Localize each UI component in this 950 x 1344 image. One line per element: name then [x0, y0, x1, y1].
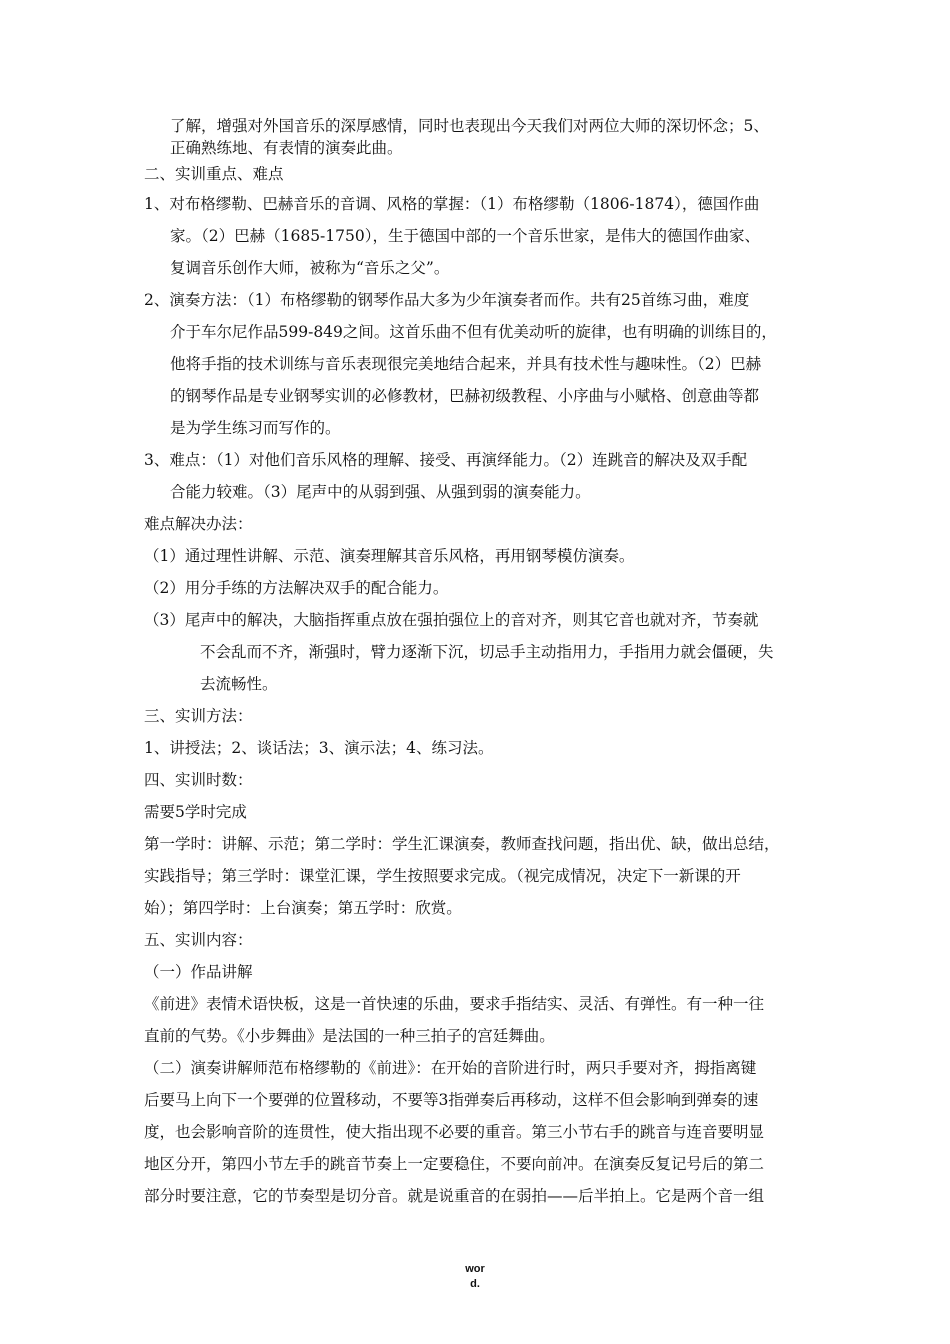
text-line: 他将手指的技术训练与音乐表现很完美地结合起来，并具有技术性与趣味性。（2）巴赫 — [170, 355, 762, 373]
footer-line-2: d. — [470, 1278, 480, 1290]
text-line: 1、对布格缪勒、巴赫音乐的音调、风格的掌握：（1）布格缪勒（1806-1874），德国作曲 — [144, 195, 760, 213]
text-line: 部分时要注意，它的节奏型是切分音。就是说重音的在弱拍——后半拍上。它是两个音一组 — [144, 1187, 765, 1205]
text-line: 第一学时：讲解、示范；第二学时：学生汇课演奏，教师查找问题，指出优、缺，做出总结， — [144, 835, 780, 853]
page-footer — [0, 1262, 950, 1292]
section-heading: 三、实训方法： — [144, 707, 253, 725]
section-heading: 二、实训重点、难点 — [144, 165, 284, 183]
text-line: 介于车尔尼作品599-849之间。这首乐曲不但有优美动听的旋律，也有明确的训练目的， — [170, 323, 777, 341]
text-line: （1）通过理性讲解、示范、演奏理解其音乐风格，再用钢琴模仿演奏。 — [144, 547, 635, 565]
section-heading: 四、实训时数： — [144, 771, 253, 789]
text-line: （二）演奏讲解师范布格缪勒的《前进》：在开始的音阶进行时，两只手要对齐，拇指离键 — [144, 1059, 757, 1077]
text-line: 2、演奏方法：（1）布格缪勒的钢琴作品大多为少年演奏者而作。共有25首练习曲，难度 — [144, 291, 750, 309]
text-line: 家。（2）巴赫（1685-1750），生于德国中部的一个音乐世家，是伟大的德国作曲家、 — [170, 227, 760, 245]
section-heading: 五、实训内容： — [144, 931, 253, 949]
subheading: 难点解决办法： — [144, 515, 253, 533]
subheading: （一）作品讲解 — [144, 963, 253, 981]
text-line: （3）尾声中的解决，大脑指挥重点放在强拍强位上的音对齐，则其它音也就对齐，节奏就 — [144, 611, 759, 629]
text-line: 了解，增强对外国音乐的深厚感情，同时也表现出今天我们对两位大师的深切怀念；5、 — [170, 117, 769, 135]
text-line: 不会乱而不齐，渐强时，臂力逐渐下沉，切忌手主动指用力，手指用力就会僵硬，失 — [200, 643, 774, 661]
text-line: 地区分开，第四小节左手的跳音节奏上一定要稳住，不要向前冲。在演奏反复记号后的第二 — [144, 1155, 765, 1173]
text-line: 直前的气势。《小步舞曲》是法国的一种三拍子的宫廷舞曲。 — [144, 1027, 555, 1045]
text-line: 是为学生练习而写作的。 — [170, 419, 341, 437]
text-line: 后要马上向下一个要弹的位置移动，不要等3指弹奏后再移动，这样不但会影响到弹奏的速 — [144, 1091, 759, 1109]
footer-line-1: wor — [465, 1263, 485, 1275]
text-line: 始）；第四学时：上台演奏；第五学时：欣赏。 — [144, 899, 462, 917]
text-line: 1、讲授法；2、谈话法；3、演示法；4、练习法。 — [144, 739, 494, 757]
text-line: 度，也会影响音阶的连贯性，使大指出现不必要的重音。第三小节右手的跳音与连音要明显 — [144, 1123, 765, 1141]
text-line: 3、难点：（1）对他们音乐风格的理解、接受、再演绎能力。（2）连跳音的解决及双手配 — [144, 451, 748, 469]
text-line: 去流畅性。 — [200, 675, 278, 693]
text-line: 的钢琴作品是专业钢琴实训的必修教材，巴赫初级教程、小序曲与小赋格、创意曲等都 — [170, 387, 760, 405]
text-line: 合能力较难。（3）尾声中的从弱到强、从强到弱的演奏能力。 — [170, 483, 591, 501]
text-line: 复调音乐创作大师，被称为“音乐之父”。 — [170, 259, 450, 277]
text-line: 实践指导；第三学时：课堂汇课，学生按照要求完成。（视完成情况，决定下一新课的开 — [144, 867, 741, 885]
text-line: 需要5学时完成 — [144, 803, 247, 821]
text-line: （2）用分手练的方法解决双手的配合能力。 — [144, 579, 449, 597]
text-line: 《前进》表情术语快板，这是一首快速的乐曲，要求手指结实、灵活、有弹性。有一种一往 — [144, 995, 765, 1013]
text-line: 正确熟练地、有表情的演奏此曲。 — [170, 139, 403, 157]
